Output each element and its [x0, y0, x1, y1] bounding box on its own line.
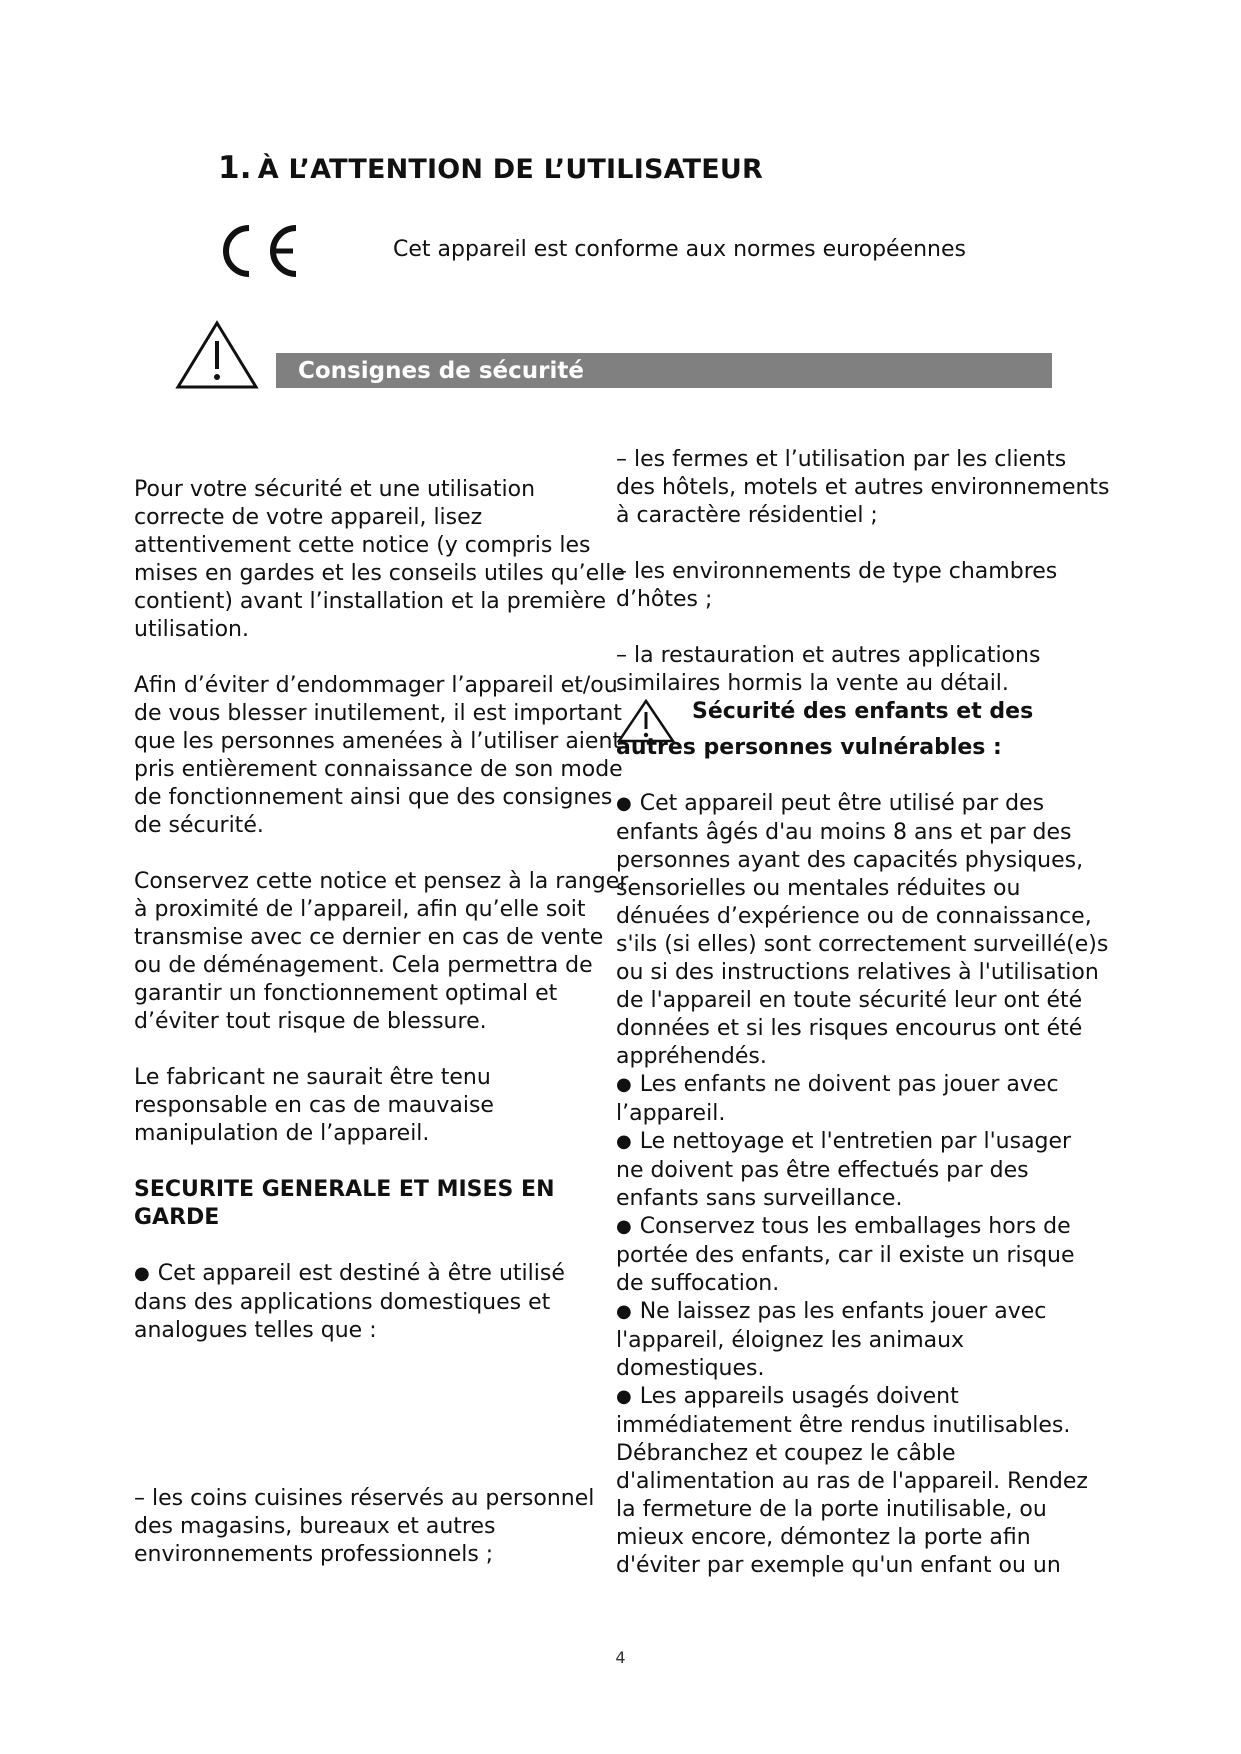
children-safety-heading-line: autres personnes vulnérables : — [616, 735, 1002, 760]
text-line: d'alimentation au ras de l'appareil. Rendez — [616, 1469, 1088, 1494]
text-line: à caractère résidentiel ; — [616, 503, 878, 528]
text-line: garantir un fonctionnement optimal et — [134, 981, 558, 1006]
text-line: manipulation de l’appareil. — [134, 1121, 430, 1146]
text-line: que les personnes amenées à l’utiliser aient — [134, 729, 622, 754]
right-column — [616, 446, 1110, 1580]
text-line: sensorielles ou mentales réduites ou — [616, 876, 1021, 901]
text-line: des hôtels, motels et autres environnements — [616, 475, 1110, 500]
bullet-icon: ● — [616, 1131, 632, 1152]
text-line: enfants âgés d'au moins 8 ans et par des — [616, 820, 1072, 845]
text-line: domestiques. — [616, 1356, 765, 1381]
subheading-line: SECURITE GENERALE ET MISES EN — [134, 1177, 555, 1202]
bullet-icon: ● — [616, 1386, 632, 1407]
text-line: immédiatement être rendus inutilisables. — [616, 1413, 1071, 1438]
text-line: données et si les risques encourus ont été — [616, 1016, 1083, 1041]
text-line: Afin d’éviter d’endommager l’appareil et/ou — [134, 673, 618, 698]
bullet-line: ● Les enfants ne doivent pas jouer avec — [616, 1072, 1059, 1097]
text-line: – la restauration et autres applications — [616, 643, 1041, 668]
text-line: transmise avec ce dernier en cas de vente — [134, 925, 604, 950]
bullet-line: ● Cet appareil est destiné à être utilisé — [134, 1261, 565, 1286]
left-column — [134, 476, 629, 1569]
text-line: appréhendés. — [616, 1044, 767, 1069]
text-line: pris entièrement connaissance de son mode — [134, 757, 623, 782]
text-line: de l'appareil en toute sécurité leur ont été — [616, 988, 1083, 1013]
text-line: Conservez cette notice et pensez à la ranger — [134, 869, 629, 894]
text-line: à proximité de l’appareil, afin qu’elle soit — [134, 897, 586, 922]
text-line: d'éviter par exemple qu'un enfant ou un — [616, 1553, 1061, 1578]
bullet-icon: ● — [616, 1216, 632, 1237]
text-line: dans des applications domestiques et — [134, 1290, 551, 1315]
text-line: des magasins, bureaux et autres — [134, 1514, 496, 1539]
text-line: mieux encore, démontez la porte afin — [616, 1525, 1031, 1550]
text-line: utilisation. — [134, 617, 249, 642]
text-line: analogues telles que : — [134, 1318, 377, 1343]
text-line: mises en gardes et les conseils utiles qu’elle — [134, 561, 625, 586]
text-line: la fermeture de la porte inutilisable, ou — [616, 1497, 1047, 1522]
section-heading — [218, 150, 763, 186]
text-line: de fonctionnement ainsi que des consignes — [134, 785, 613, 810]
bullet-icon: ● — [134, 1263, 150, 1284]
bullet-line: ● Les appareils usagés doivent — [616, 1384, 959, 1409]
text-line: – les environnements de type chambres — [616, 559, 1058, 584]
ce-conformity-text: Cet appareil est conforme aux normes européennes — [393, 237, 966, 262]
text-line: d’éviter tout risque de blessure. — [134, 1009, 487, 1034]
text-line: ne doivent pas être effectués par des — [616, 1158, 1029, 1183]
text-line: correcte de votre appareil, lisez — [134, 505, 483, 530]
section-title: À L’ATTENTION DE L’UTILISATEUR — [257, 154, 763, 185]
text-line: Débranchez et coupez le câble — [616, 1441, 956, 1466]
safety-instructions-banner — [276, 353, 1052, 388]
text-line: contient) avant l’installation et la première — [134, 589, 607, 614]
text-line: enfants sans surveillance. — [616, 1186, 903, 1211]
ce-mark-icon — [218, 222, 300, 284]
text-line: similaires hormis la vente au détail. — [616, 671, 1009, 696]
text-line: responsable en cas de mauvaise — [134, 1093, 494, 1118]
text-line: – les fermes et l’utilisation par les clients — [616, 447, 1067, 472]
subheading-line: GARDE — [134, 1205, 220, 1230]
bullet-line: ● Ne laissez pas les enfants jouer avec — [616, 1299, 1047, 1324]
text-line: de suffocation. — [616, 1271, 780, 1296]
text-line: Le fabricant ne saurait être tenu — [134, 1065, 491, 1090]
text-line: l’appareil. — [616, 1101, 726, 1126]
bullet-line: ● Conservez tous les emballages hors de — [616, 1214, 1071, 1239]
text-line: ou si des instructions relatives à l'utilisation — [616, 960, 1099, 985]
text-line: s'ils (si elles) sont correctement surveillé(e)s — [616, 932, 1109, 957]
bullet-line: ● Le nettoyage et l'entretien par l'usager — [616, 1129, 1072, 1154]
bullet-icon: ● — [616, 1301, 632, 1322]
section-number: 1. — [218, 150, 252, 186]
text-line: de vous blesser inutilement, il est important — [134, 701, 622, 726]
text-line: d’hôtes ; — [616, 587, 713, 612]
bullet-icon: ● — [616, 1074, 632, 1095]
banner-title: Consignes de sécurité — [298, 358, 584, 384]
text-line: – les coins cuisines réservés au personnel — [134, 1486, 595, 1511]
text-line: personnes ayant des capacités physiques, — [616, 848, 1084, 873]
children-safety-heading: Sécurité des enfants et des — [616, 698, 1086, 752]
text-line: portée des enfants, car il existe un risque — [616, 1243, 1075, 1268]
text-line: environnements professionnels ; — [134, 1542, 494, 1567]
bullet-line: ● Cet appareil peut être utilisé par des — [616, 791, 1045, 816]
text-line: dénuées d’expérience ou de connaissance, — [616, 904, 1092, 929]
text-line: de sécurité. — [134, 813, 264, 838]
bullet-icon: ● — [616, 793, 632, 814]
text-line: attentivement cette notice (y compris les — [134, 533, 591, 558]
text-line: Pour votre sécurité et une utilisation — [134, 477, 536, 502]
text-line: l'appareil, éloignez les animaux — [616, 1328, 965, 1353]
warning-triangle-icon — [174, 319, 260, 395]
text-line: ou de déménagement. Cela permettra de — [134, 953, 593, 978]
page-number: 4 — [615, 1648, 626, 1667]
